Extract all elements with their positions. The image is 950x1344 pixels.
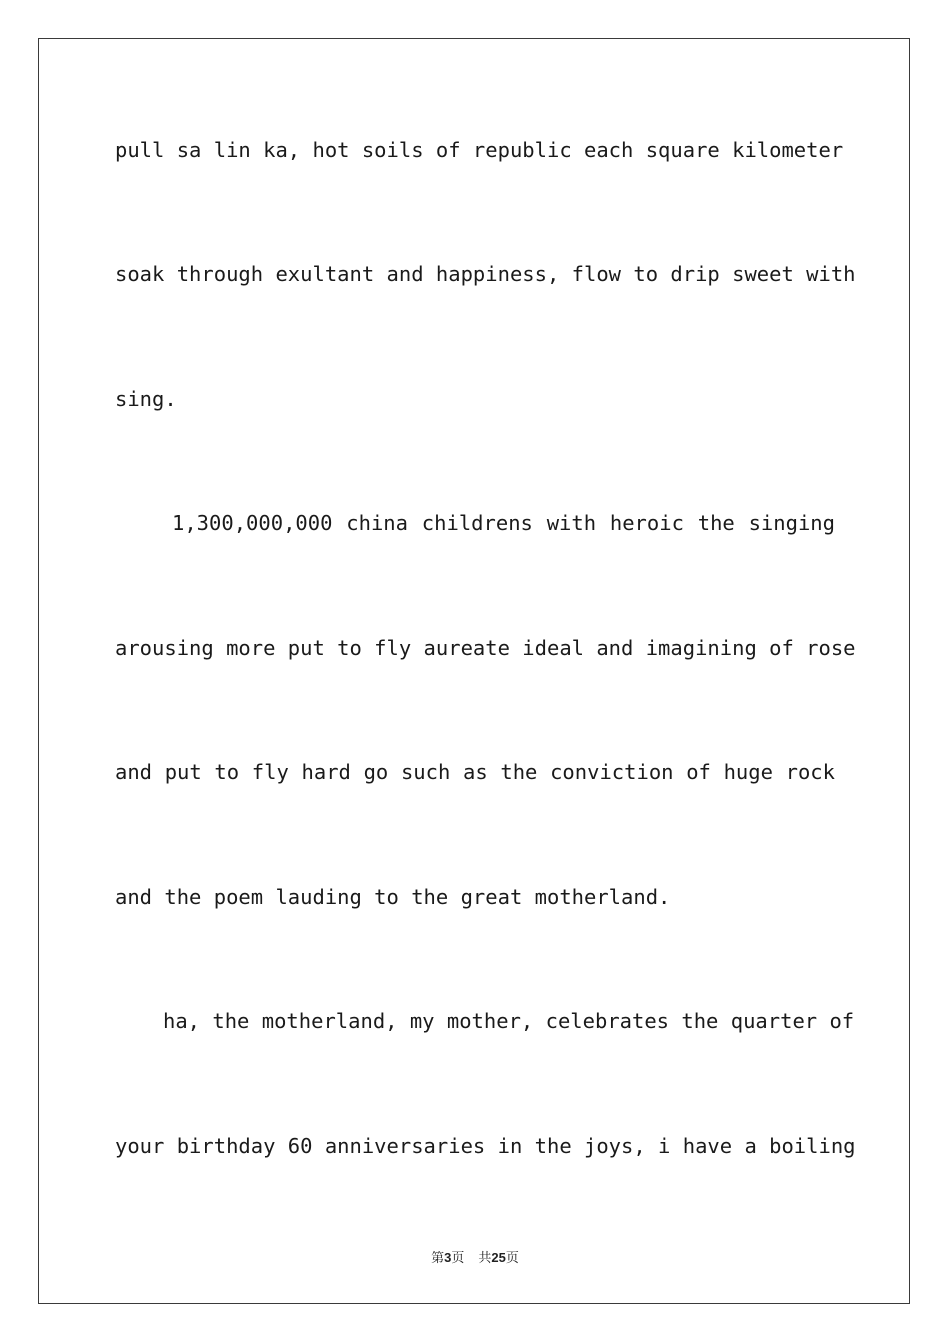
page-number: 3: [444, 1250, 452, 1265]
text-line: arousing more put to fly aureate ideal and imagining of rose: [115, 636, 856, 660]
page-footer: [0, 1247, 950, 1266]
page-border: [38, 38, 910, 1304]
text-line: sing.: [115, 387, 177, 411]
text-line: pull sa lin ka, hot soils of republic each square kilometer: [115, 138, 844, 162]
total-suffix: 页: [505, 1251, 519, 1266]
page-prefix: 第: [431, 1251, 445, 1266]
total-prefix: 共: [478, 1251, 492, 1266]
text-line: soak through exultant and happiness, flow to drip sweet with: [115, 262, 856, 286]
text-line: your birthday 60 anniversaries in the joys, i have a boiling: [115, 1134, 856, 1158]
page-suffix: 页: [451, 1251, 465, 1266]
text-line: and put to fly hard go such as the conviction of huge rock: [115, 760, 835, 784]
text-line: and the poem lauding to the great motherland.: [115, 885, 671, 909]
total-pages: 25: [491, 1250, 506, 1265]
text-line: ha, the motherland, my mother, celebrates the quarter of: [163, 1009, 855, 1033]
text-line: 1,300,000,000 china childrens with heroic the singing: [172, 511, 835, 535]
